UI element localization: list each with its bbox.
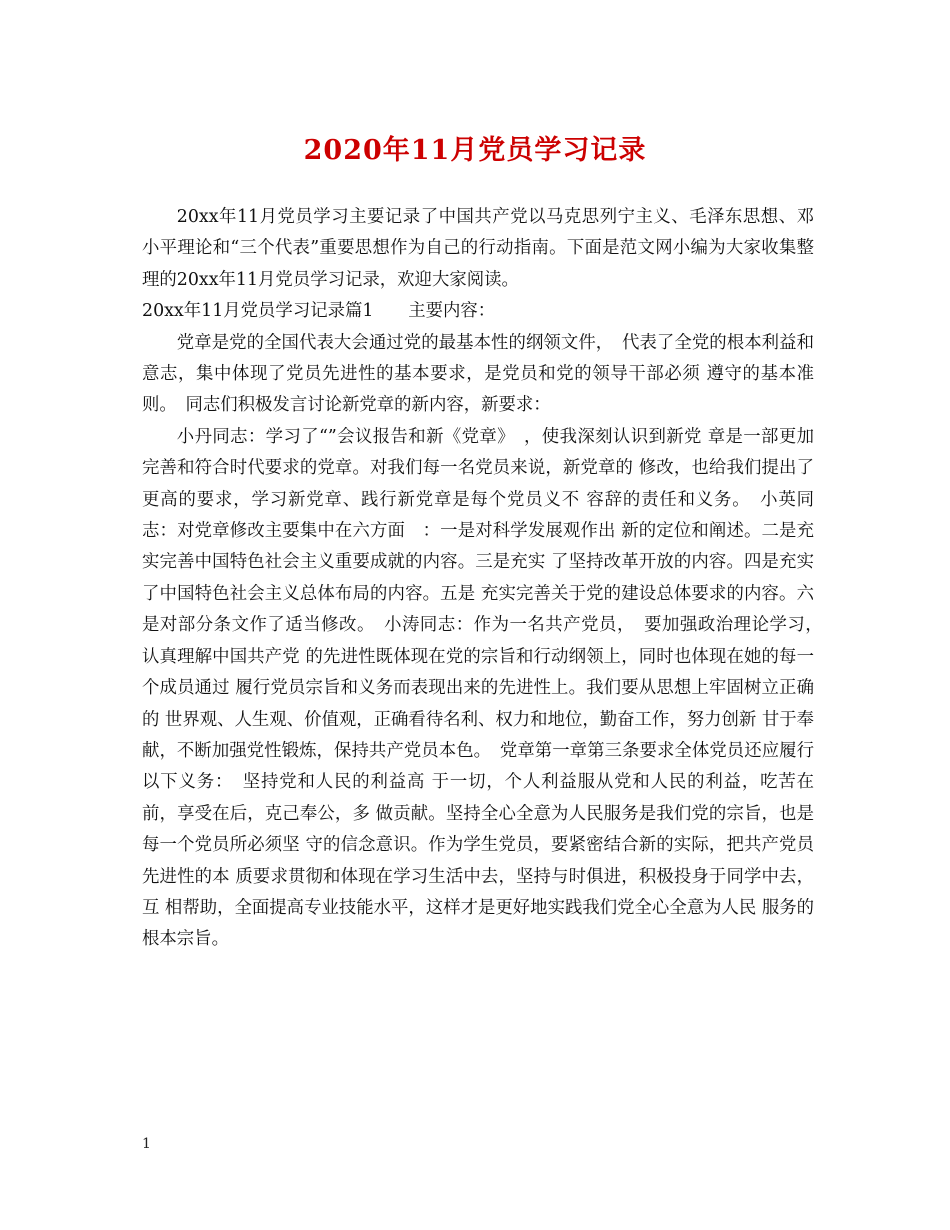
document-title: 2020年11月党员学习记录 — [303, 135, 647, 166]
body-paragraph: 党章是党的全国代表大会通过党的最基本性的纲领文件， 代表了全党的根本利益和意志，集中体现了党员先进性的基本要求，是党员和党的领导干部必须 遵守的基本准则。 同志们积极发言讨论新党章的新内容，新要求： — [142, 332, 814, 416]
section-heading: 20xx年11月党员学习记录篇1 主要内容： — [142, 301, 496, 322]
document-body — [142, 202, 832, 956]
body-paragraph: 小丹同志：学习了“”会议报告和新《党章》 ，使我深刻认识到新党 章是一部更加完善和符合时代要求的党章。对我们每一名党员来说，新党章的 修改，也给我们提出了更高的要求，学习新党章、践行新党章是每个党员义不 容辞的责任和义务。 小英同志：对党章修改主要集中在六方面 ：一是对科学发展观作出 新的定位和阐述。二是充实完善中国特色社会主义重要成就的内容。三是充实 了坚持改革开放的内容。四是充实了中国特色社会主义总体布局的内容。五是 充实完善关于党的建设总体要求的内容。六是对部分条文作了适当修改。 小涛同志：作为一名共产党员， 要加强政治理论学习， 认真理解中国共产党 的先进性既体现在党的宗旨和行动纲领上，同时也体现在她的每一个成员通过 履行党员宗旨和义务而表现出来的先进性上。我们要从思想上牢固树立正确的 世界观、人生观、价值观，正确看待名利、权力和地位，勤奋工作，努力创新 甘于奉献，不断加强党性锻炼，保持共产党员本色。 党章第一章第三条要求全体党员还应履行以下义务： 坚持党和人民的利益高 于一切，个人利益服从党和人民的利益，吃苦在前，享受在后，克己奉公，多 做贡献。坚持全心全意为人民服务是我们党的宗旨，也是每一个党员所必须坚 守的信念意识。作为学生党员，要紧密结合新的实际，把共产党员先进性的本 质要求贯彻和体现在学习生活中去，坚持与时俱进，积极投身于同学中去，互 相帮助，全面提高专业技能水平，这样才是更好地实践我们党全心全意为人民 服务的根本宗旨。 — [142, 426, 832, 950]
page-number: 1 — [142, 1136, 151, 1152]
intro-paragraph: 20xx年11月党员学习主要记录了中国共产党以马克思列宁主义、毛泽东思想、邓小平理论和“三个代表”重要思想作为自己的行动指南。下面是范文网小编为大家收集整理的20xx年11月党员学习记录，欢迎大家阅读。 — [142, 207, 814, 290]
